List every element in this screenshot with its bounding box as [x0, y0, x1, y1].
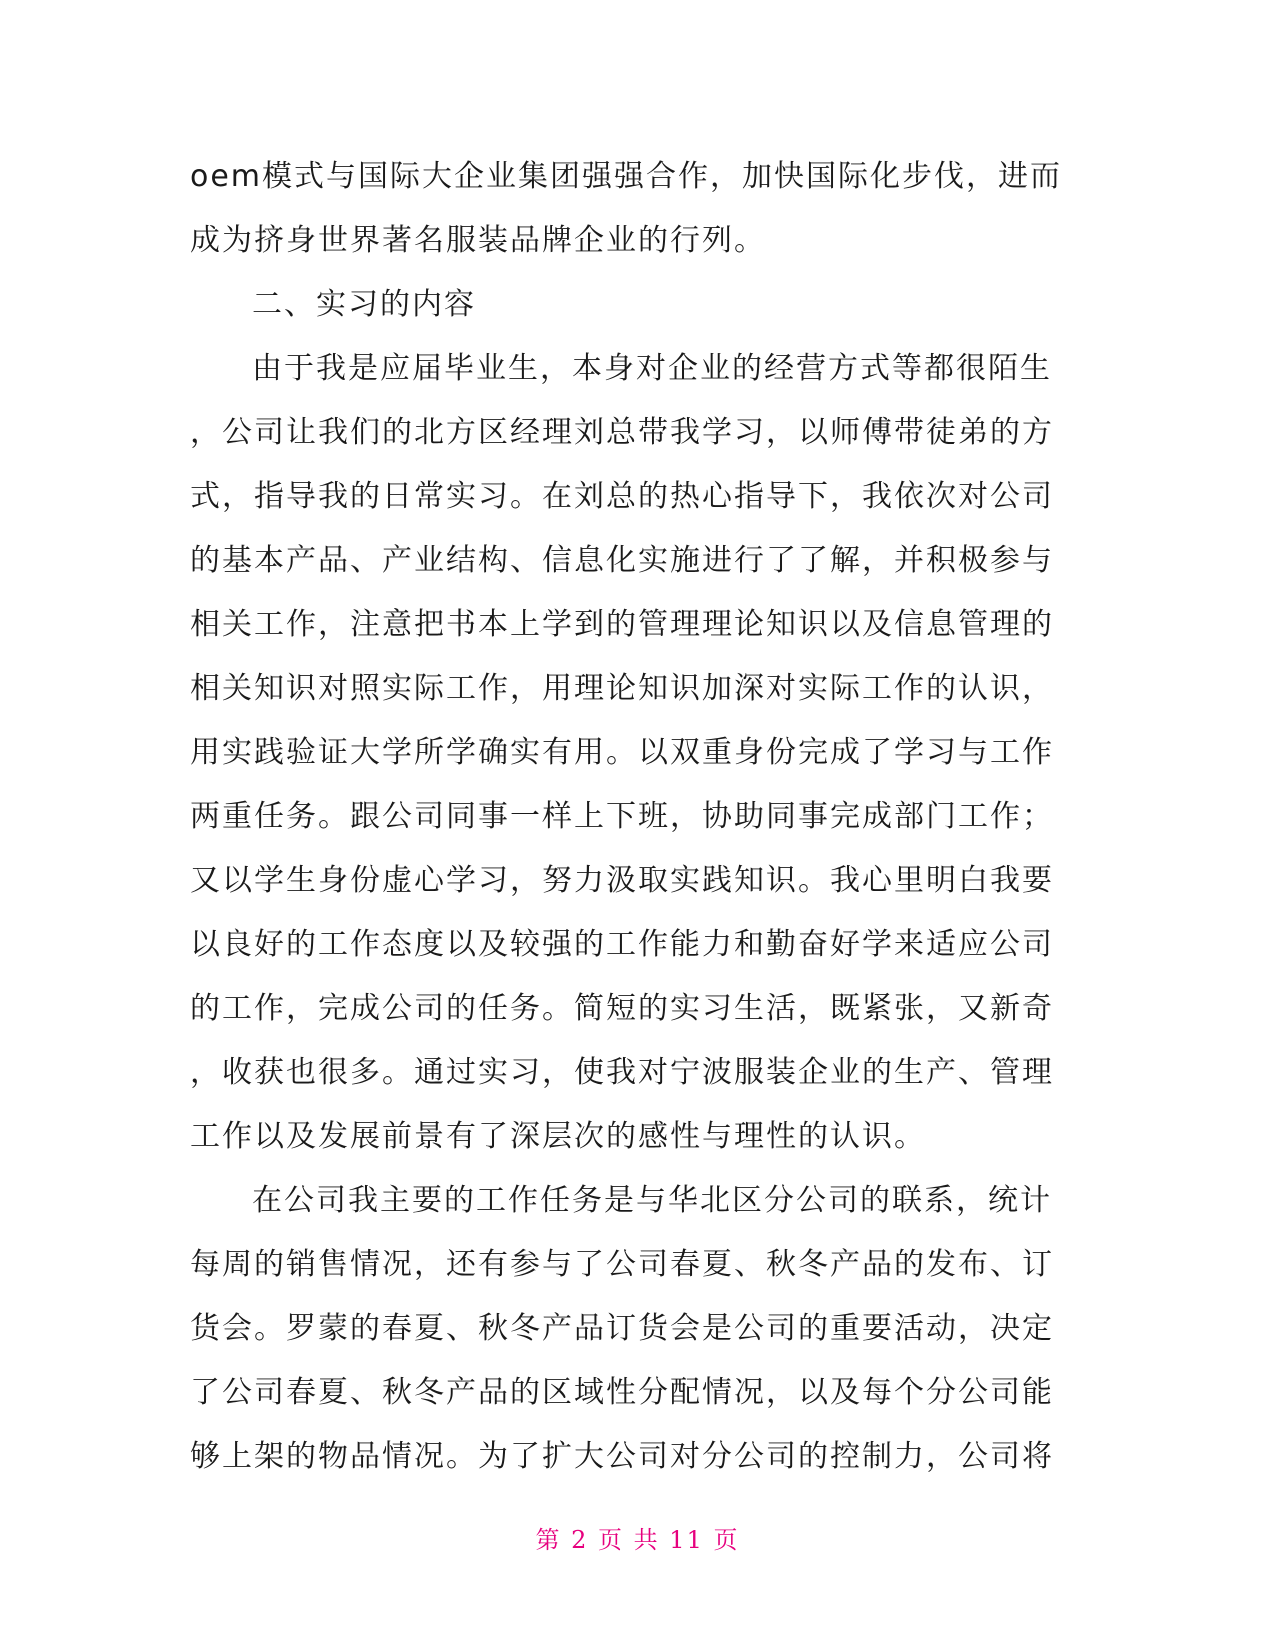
- text-line: 以良好的工作态度以及较强的工作能力和勤奋好学来适应公司: [190, 927, 1054, 962]
- text-line: 在公司我主要的工作任务是与华北区分公司的联系，统计: [252, 1183, 1052, 1218]
- text-line: 工作以及发展前景有了深层次的感性与理性的认识。: [190, 1119, 926, 1154]
- text-line: 的基本产品、产业结构、信息化实施进行了了解，并积极参与: [190, 543, 1054, 578]
- text-line: 相关工作，注意把书本上学到的管理理论知识以及信息管理的: [190, 607, 1054, 642]
- text-line: oem模式与国际大企业集团强强合作，加快国际化步伐，进而: [190, 159, 1063, 194]
- text-line: 相关知识对照实际工作，用理论知识加深对实际工作的认识，: [190, 671, 1054, 706]
- text-line: 了公司春夏、秋冬产品的区域性分配情况，以及每个分公司能: [190, 1375, 1054, 1410]
- document-body: [190, 145, 1090, 1489]
- text-line: ，收获也很多。通过实习，使我对宁波服装企业的生产、管理: [190, 1055, 1054, 1090]
- text-line: 成为挤身世界著名服装品牌企业的行列。: [190, 223, 766, 258]
- text-line: 货会。罗蒙的春夏、秋冬产品订货会是公司的重要活动，决定: [190, 1311, 1054, 1346]
- text-line: 够上架的物品情况。为了扩大公司对分公司的控制力，公司将: [190, 1439, 1054, 1474]
- text-line: 用实践验证大学所学确实有用。以双重身份完成了学习与工作: [190, 735, 1054, 770]
- page-number-footer: 第 2 页 共 11 页: [535, 1526, 740, 1554]
- text-line: 又以学生身份虚心学习，努力汲取实践知识。我心里明白我要: [190, 863, 1054, 898]
- text-line: 两重任务。跟公司同事一样上下班，协助同事完成部门工作；: [190, 799, 1054, 834]
- text-line: 式，指导我的日常实习。在刘总的热心指导下，我依次对公司: [190, 479, 1054, 514]
- text-line: 的工作，完成公司的任务。简短的实习生活，既紧张，又新奇: [190, 991, 1054, 1026]
- text-line: ，公司让我们的北方区经理刘总带我学习，以师傅带徒弟的方: [190, 415, 1054, 450]
- section-heading: 二、实习的内容: [252, 287, 476, 322]
- text-line: 每周的销售情况，还有参与了公司春夏、秋冬产品的发布、订: [190, 1247, 1054, 1282]
- text-line: 由于我是应届毕业生，本身对企业的经营方式等都很陌生: [252, 351, 1052, 386]
